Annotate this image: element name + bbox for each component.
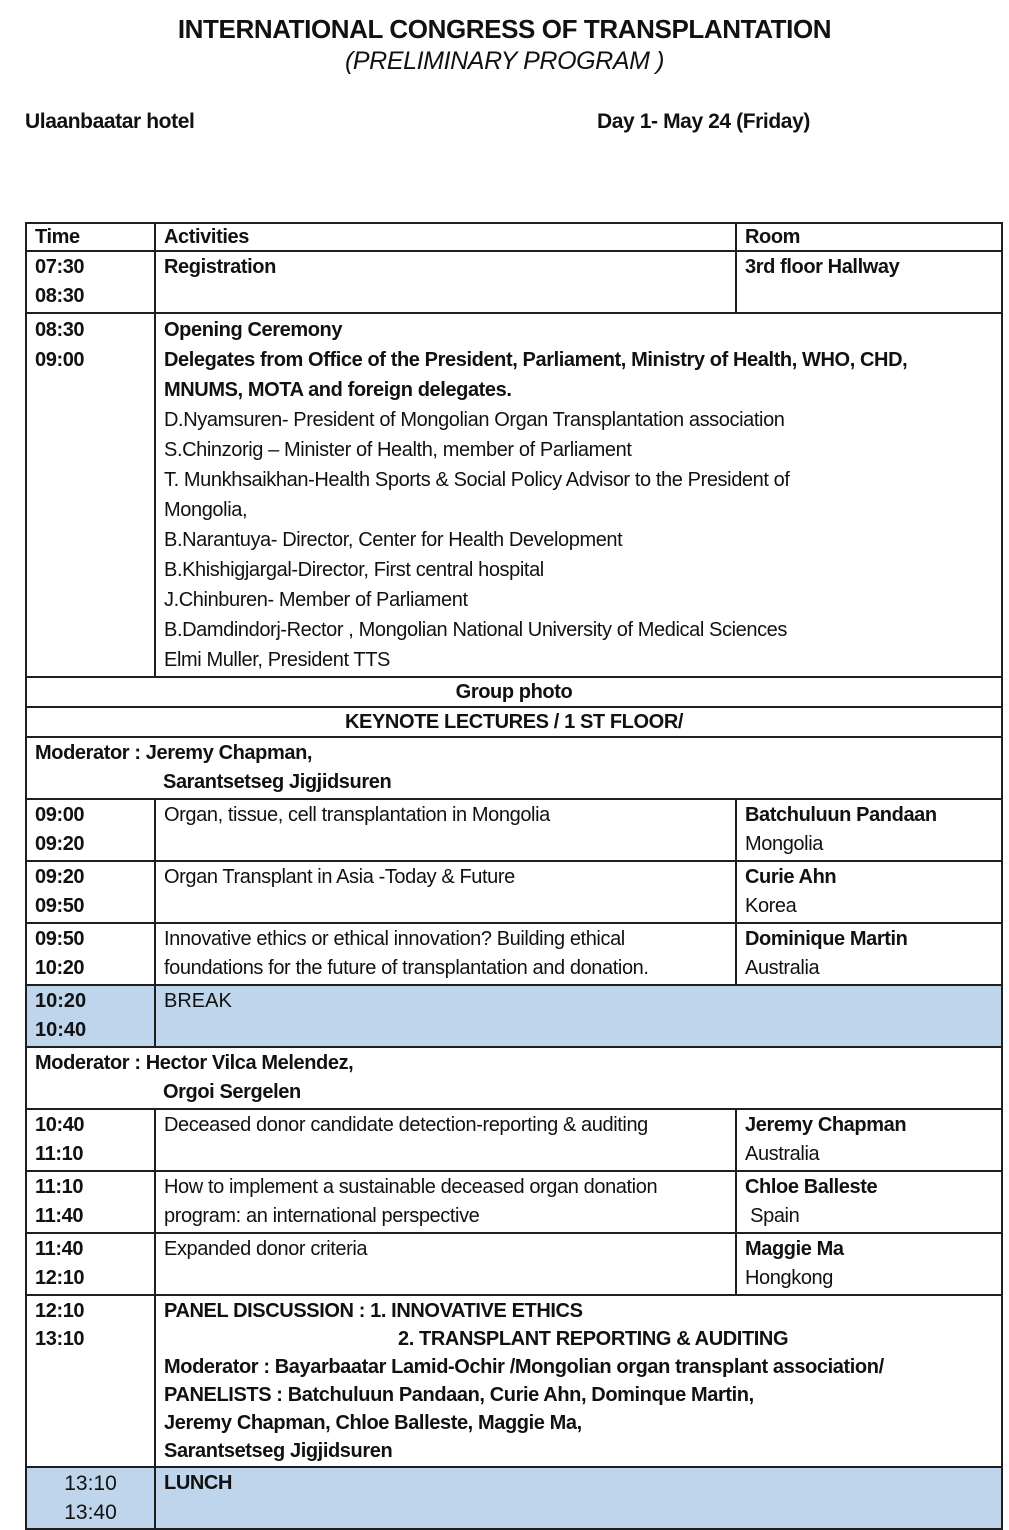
- program-table: [25, 222, 1003, 1530]
- room-line: Korea: [745, 895, 797, 917]
- moderator-cell: [26, 737, 1002, 799]
- activity-cell: [155, 1295, 1002, 1467]
- activity-cell: [155, 1233, 736, 1295]
- program-table-body: [26, 223, 1002, 1529]
- activity-line: Expanded donor criteria: [164, 1238, 368, 1260]
- room-line: Hongkong: [745, 1267, 833, 1289]
- page: [0, 14, 1009, 1524]
- room-line: Australia: [745, 957, 820, 979]
- time-line: 13:40: [64, 1501, 117, 1524]
- moderator-cell: [26, 1047, 1002, 1109]
- time-line: 09:50: [35, 895, 85, 917]
- activity-line: Jeremy Chapman, Chloe Balleste, Maggie Ma,: [164, 1412, 582, 1434]
- activity-cell: [155, 923, 736, 985]
- activity-line: BREAK: [164, 990, 232, 1012]
- room-line: Jeremy Chapman: [745, 1114, 907, 1136]
- time-cell: [26, 1233, 155, 1295]
- time-line: 10:40: [35, 1019, 87, 1041]
- moderator-line: Moderator : Jeremy Chapman,: [35, 742, 313, 764]
- activity-line: B.Narantuya- Director, Center for Health Development: [164, 529, 623, 551]
- time-line: 11:40: [35, 1205, 84, 1227]
- activity-line: T. Munkhsaikhan-Health Sports & Social Policy Advisor to the President of: [164, 469, 790, 491]
- time-line: 09:20: [35, 833, 85, 855]
- time-cell: [26, 861, 155, 923]
- room-cell: [736, 923, 1002, 985]
- time-cell: [26, 923, 155, 985]
- activity-cell: [155, 985, 1002, 1047]
- time-cell: [26, 1295, 155, 1467]
- time-line: 09:50: [35, 928, 85, 950]
- time-line: 09:00: [35, 804, 85, 826]
- session-row-1040: [26, 1109, 1002, 1171]
- room-cell: [736, 1233, 1002, 1295]
- time-line: 08:30: [35, 285, 85, 307]
- activity-line: Delegates from Office of the President, Parliament, Ministry of Health, WHO, CHD,: [164, 349, 908, 371]
- moderator-line: Moderator : Hector Vilca Melendez,: [35, 1052, 354, 1074]
- time-line: 07:30: [35, 256, 85, 278]
- time-cell: [26, 985, 155, 1047]
- header-row: [26, 223, 1002, 251]
- banner-cell: KEYNOTE LECTURES / 1 ST FLOOR/: [26, 707, 1002, 737]
- room-line: Dominique Martin: [745, 928, 908, 950]
- session-row-0900: [26, 799, 1002, 861]
- activity-line: Sarantsetseg Jigjidsuren: [164, 1440, 393, 1462]
- document-header: [0, 14, 1009, 136]
- activity-line: LUNCH: [164, 1472, 232, 1494]
- page-subtitle: (PRELIMINARY PROGRAM ): [344, 47, 665, 75]
- time-line: 10:40: [35, 1114, 85, 1136]
- activity-cell: [155, 251, 736, 313]
- opening-ceremony-row: [26, 313, 1002, 677]
- activity-cell: [155, 861, 736, 923]
- activity-line: MNUMS, MOTA and foreign delegates.: [164, 379, 512, 401]
- activity-line: B.Damdindorj-Rector , Mongolian National University of Medical Sciences: [164, 619, 787, 641]
- time-cell: [26, 1171, 155, 1233]
- page-title: INTERNATIONAL CONGRESS OF TRANSPLANTATION: [177, 14, 832, 44]
- room-line: Chloe Balleste: [745, 1176, 878, 1198]
- moderator-row-1: [26, 737, 1002, 799]
- time-line: 12:10: [35, 1267, 85, 1289]
- time-line: 09:20: [35, 866, 85, 888]
- session-row-1110: [26, 1171, 1002, 1233]
- activity-line: D.Nyamsuren- President of Mongolian Organ Transplantation association: [164, 409, 785, 431]
- activity-line: program: an international perspective: [164, 1205, 480, 1227]
- room-line: Spain: [745, 1205, 800, 1227]
- lunch-row: [26, 1467, 1002, 1529]
- time-cell: [26, 1109, 155, 1171]
- column-header-time: Time: [26, 223, 155, 251]
- venue-row: [0, 110, 1009, 136]
- time-cell: [26, 313, 155, 677]
- time-line: 10:20: [35, 957, 85, 979]
- activity-line: Registration: [164, 256, 276, 278]
- activity-line: Organ Transplant in Asia -Today & Future: [164, 866, 515, 888]
- activity-line: Opening Ceremony: [164, 319, 343, 341]
- room-line: Curie Ahn: [745, 866, 837, 888]
- time-line: 11:10: [35, 1176, 84, 1198]
- activity-cell: [155, 1171, 736, 1233]
- time-line: 08:30: [35, 319, 85, 341]
- time-cell: [26, 251, 155, 313]
- keynote-banner-row: [26, 707, 1002, 737]
- time-line: 11:10: [35, 1143, 84, 1165]
- activity-line: Innovative ethics or ethical innovation? Building ethical: [164, 928, 625, 950]
- room-line: Australia: [745, 1143, 820, 1165]
- room-cell: [736, 861, 1002, 923]
- break-row: [26, 985, 1002, 1047]
- activity-line: S.Chinzorig – Minister of Health, member of Parliament: [164, 439, 632, 461]
- time-cell: [26, 1467, 155, 1529]
- activity-line: PANEL DISCUSSION : 1. INNOVATIVE ETHICS: [164, 1300, 583, 1322]
- day-label: Day 1- May 24 (Friday): [597, 110, 810, 133]
- activity-line: Deceased donor candidate detection-reporting & auditing: [164, 1114, 648, 1136]
- activity-line: Moderator : Bayarbaatar Lamid-Ochir /Mongolian organ transplant association/: [164, 1356, 884, 1378]
- activity-cell: [155, 799, 736, 861]
- moderator-line: Sarantsetseg Jigjidsuren: [163, 771, 392, 793]
- room-cell: [736, 1109, 1002, 1171]
- room-cell: [736, 799, 1002, 861]
- activity-cell: [155, 1467, 1002, 1529]
- activity-line: J.Chinburen- Member of Parliament: [164, 589, 468, 611]
- room-cell: [736, 251, 1002, 313]
- session-row-0950: [26, 923, 1002, 985]
- session-row-0920: [26, 861, 1002, 923]
- moderator-line: Orgoi Sergelen: [163, 1081, 301, 1103]
- room-line: Batchuluun Pandaan: [745, 804, 937, 826]
- column-header-room: Room: [736, 223, 1002, 251]
- time-line: 10:20: [35, 990, 87, 1012]
- group-photo-row: [26, 677, 1002, 707]
- session-row-1140: [26, 1233, 1002, 1295]
- room-line: Maggie Ma: [745, 1238, 844, 1260]
- moderator-row-2: [26, 1047, 1002, 1109]
- time-line: 12:10: [35, 1300, 85, 1322]
- activity-line: 2. TRANSPLANT REPORTING & AUDITING: [398, 1328, 789, 1350]
- activity-line: Elmi Muller, President TTS: [164, 649, 390, 671]
- activity-line: Mongolia,: [164, 499, 248, 521]
- activity-line: PANELISTS : Batchuluun Pandaan, Curie Ahn, Dominque Martin,: [164, 1384, 754, 1406]
- time-line: 13:10: [64, 1472, 117, 1495]
- venue-label: Ulaanbaatar hotel: [25, 110, 195, 133]
- panel-discussion-row: [26, 1295, 1002, 1467]
- activity-line: foundations for the future of transplantation and donation.: [164, 957, 649, 979]
- time-line: 11:40: [35, 1238, 84, 1260]
- room-cell: [736, 1171, 1002, 1233]
- registration-row: [26, 251, 1002, 313]
- activity-line: How to implement a sustainable deceased organ donation: [164, 1176, 658, 1198]
- room-line: 3rd floor Hallway: [745, 256, 900, 278]
- time-cell: [26, 799, 155, 861]
- column-header-activities: Activities: [155, 223, 736, 251]
- activity-line: B.Khishigjargal-Director, First central hospital: [164, 559, 544, 581]
- room-line: Mongolia: [745, 833, 823, 855]
- activity-line: Organ, tissue, cell transplantation in Mongolia: [164, 804, 550, 826]
- activity-cell: [155, 313, 1002, 677]
- banner-cell: Group photo: [26, 677, 1002, 707]
- time-line: 09:00: [35, 349, 85, 371]
- activity-cell: [155, 1109, 736, 1171]
- time-line: 13:10: [35, 1328, 85, 1350]
